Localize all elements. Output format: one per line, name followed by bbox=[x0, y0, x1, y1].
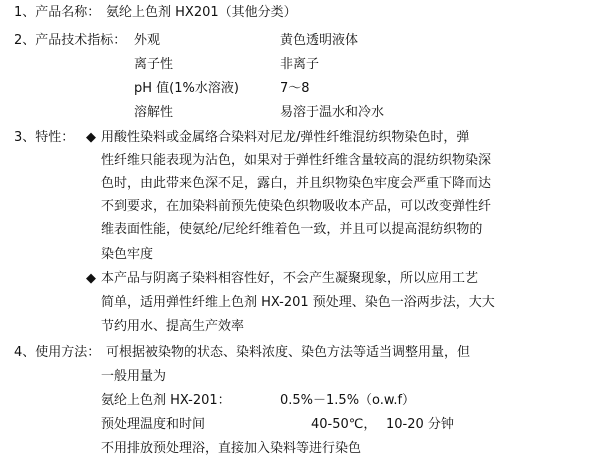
time-value: 10-20 分钟 bbox=[386, 417, 454, 432]
section-2-label: 2、产品技术指标： bbox=[14, 33, 127, 48]
section-1-label: 1、产品名称： bbox=[14, 5, 101, 20]
section-3-label: 3、特性： bbox=[14, 130, 75, 145]
product-name: 氨纶上色剂 HX201（其他分类） bbox=[106, 5, 297, 20]
feature-2-line-2: 简单，适用弹性纤维上色剂 HX-201 预处理、染色一浴两步法，大大 bbox=[101, 295, 495, 310]
section-4-label: 4、使用方法： bbox=[14, 345, 101, 360]
temperature-value: 40-50℃， bbox=[311, 417, 377, 432]
feature-1-line-5: 维表面性能，使氨纶/尼纶纤维着色一致，并且可以提高混纺织物的 bbox=[101, 222, 483, 237]
spec-value-solubility: 易溶于温水和冷水 bbox=[280, 105, 385, 120]
spec-name-appearance: 外观 bbox=[134, 33, 161, 48]
bullet-icon: ◆ bbox=[86, 271, 96, 286]
feature-2-line-3: 节约用水、提高生产效率 bbox=[101, 319, 245, 334]
feature-2-line-1: 本产品与阴离子染料相容性好，不会产生凝聚现象，所以应用工艺 bbox=[101, 271, 479, 286]
spec-name-ionic: 离子性 bbox=[134, 57, 174, 72]
usage-line-1: 可根据被染物的状态、染料浓度、染色方法等适当调整用量，但 bbox=[106, 345, 471, 360]
spec-value-ionic: 非离子 bbox=[280, 57, 320, 72]
dosage-label: 氨纶上色剂 HX-201： bbox=[101, 393, 231, 408]
spec-name-solubility: 溶解性 bbox=[134, 105, 174, 120]
feature-1-line-4: 不到要求，在加染料前预先使染色织物吸收本产品，可以改变弹性纤 bbox=[101, 199, 492, 214]
spec-value-ph: 7～8 bbox=[280, 81, 310, 96]
usage-note: 不用排放预处理浴，直接加入染料等进行染色 bbox=[101, 441, 362, 456]
feature-1-line-3: 色时，由此带来色深不足，露白，并且织物染色牢度会严重下降而达 bbox=[101, 176, 492, 191]
usage-line-2: 一般用量为 bbox=[101, 369, 167, 384]
feature-1-line-6: 染色牢度 bbox=[101, 247, 154, 262]
feature-1-line-2: 性纤维只能表现为沾色，如果对于弹性纤维含量较高的混纺织物染深 bbox=[101, 153, 492, 168]
dosage-value: 0.5%－1.5%（o.w.f） bbox=[280, 393, 416, 408]
spec-name-ph: pH 值(1%水溶液) bbox=[134, 81, 239, 96]
bullet-icon: ◆ bbox=[86, 130, 96, 145]
temperature-label: 预处理温度和时间 bbox=[101, 417, 206, 432]
feature-1-line-1: 用酸性染料或金属络合染料对尼龙/弹性纤维混纺织物染色时，弹 bbox=[101, 130, 470, 145]
spec-value-appearance: 黄色透明液体 bbox=[280, 33, 359, 48]
